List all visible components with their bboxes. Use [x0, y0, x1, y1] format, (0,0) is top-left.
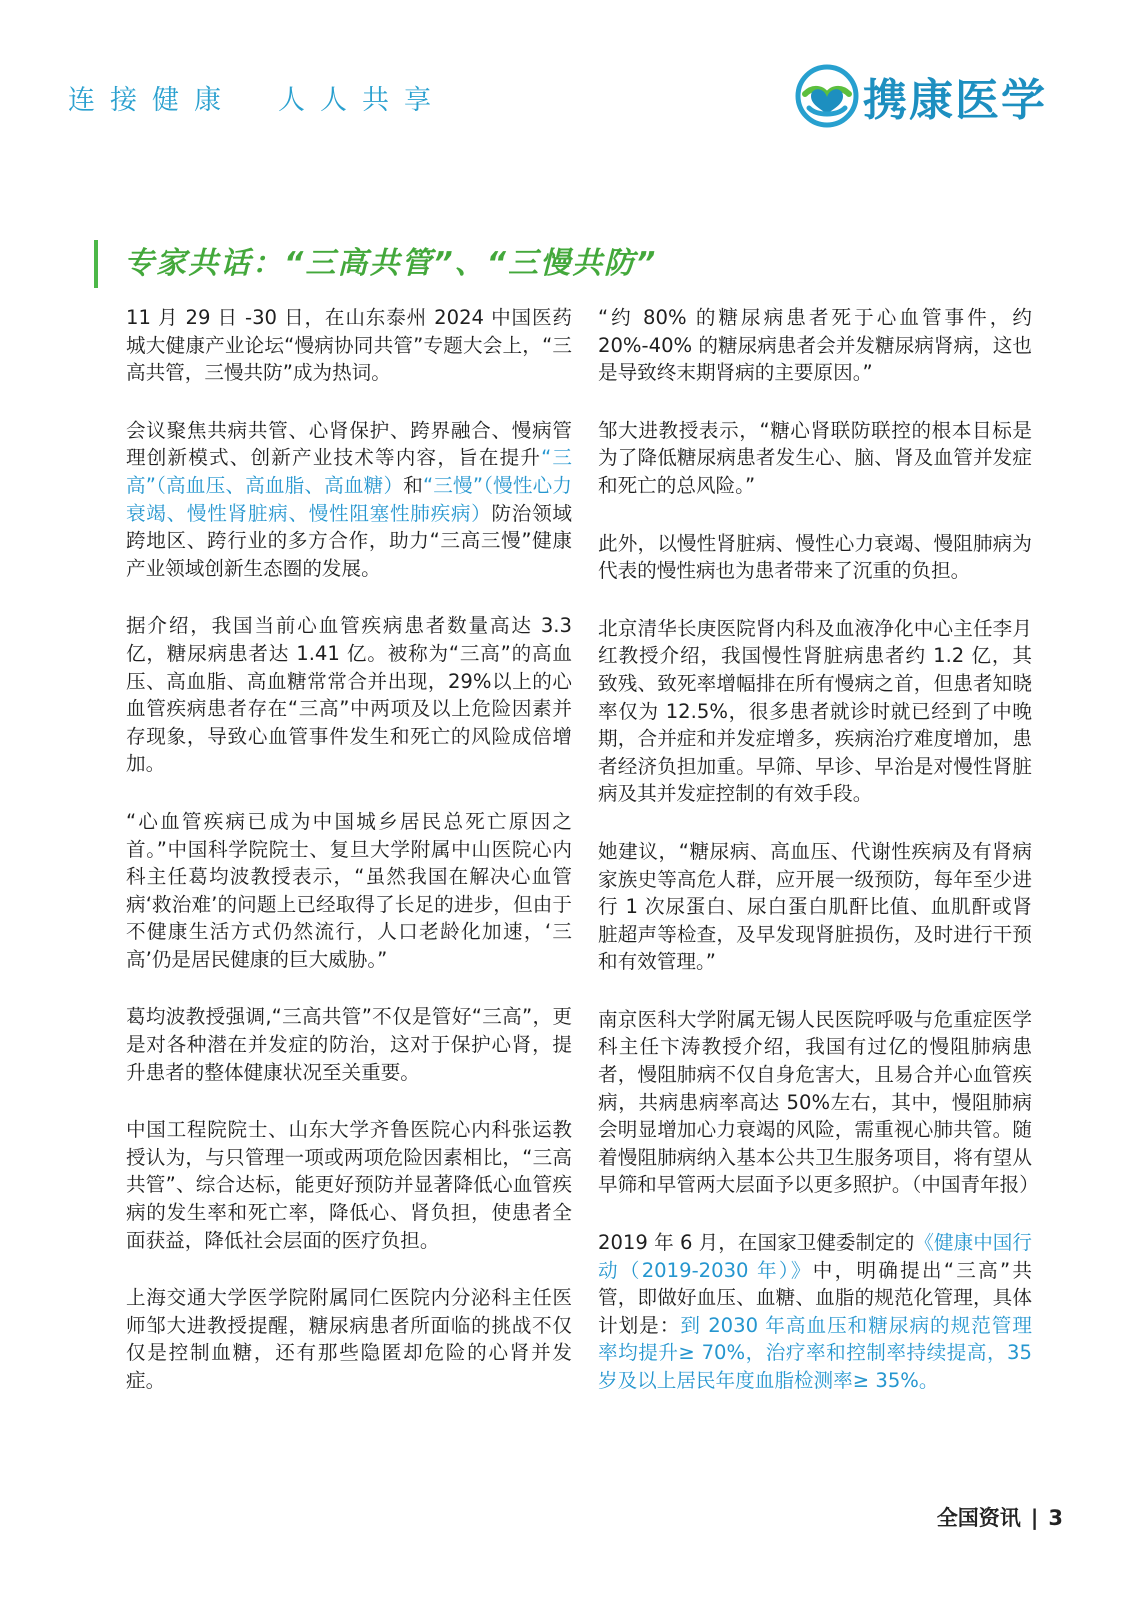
paragraph: 葛均波教授强调,“三高共管”不仅是管好“三高”，更是对各种潜在并发症的防治，这对于保护心肾，提升患者的整体健康状况至关重要。	[126, 1005, 572, 1084]
paragraph: “心血管疾病已成为中国城乡居民总死亡原因之首。”中国科学院院士、复旦大学附属中山医院心内科主任葛均波教授表示，“虽然我国在解决心血管病‘救治难’的问题上已经取得了长足的进步，但由于不健康生活方式仍然流行，人口老龄化加速，‘三高’仍是居民健康的巨大威胁。”	[126, 809, 572, 971]
paragraph: 她建议，“糖尿病、高血压、代谢性疾病及有肾病家族史等高危人群，应开展一级预防，每年至少进行 1 次尿蛋白、尿白蛋白肌酐比值、血肌酐或肾脏超声等检查，及早发现肾脏损伤，及时进行干预和有效管理。”	[598, 839, 1032, 974]
section-name: 全国资讯	[936, 1506, 1021, 1530]
right-column	[598, 304, 1039, 1425]
page-number: 3	[1048, 1506, 1063, 1530]
paragraph: 据介绍，我国当前心血管疾病患者数量高达 3.3 亿，糖尿病患者达 1.41 亿。被称为“三高”的高血压、高血脂、高血糖常常合并出现，29%以上的心血管疾病患者存在“三高”中两项及以上危险因素并存现象，导致心血管事件发生和死亡的风险成倍增加。	[126, 614, 572, 776]
highlight-healthy-china: 《健康中国行动（2019-2030 年）》	[598, 1231, 1033, 1282]
slogan-part-2: 人人共享	[278, 85, 446, 116]
footer-separator: |	[1030, 1506, 1039, 1530]
header-slogan	[68, 78, 446, 117]
paragraph: 南京医科大学附属无锡人民医院呼吸与危重症医学科主任卞涛教授介绍，我国有过亿的慢阻肺病患者，慢阻肺病不仅自身危害大，且易合并心血管疾病，共病患病率高达 50%左右，其中，慢阻肺病会明显增加心力衰竭的风险，需重视心肺共管。随着慢阻肺病纳入基本公共卫生服务项目，将有望从早筛和早管两大层面予以更多照护。（中国青年报）	[598, 1007, 1039, 1197]
paragraph: “约 80% 的糖尿病患者死于心血管事件，约 20%-40% 的糖尿病患者会并发糖尿病肾病，这也是导致终末期肾病的主要原因。”	[598, 306, 1032, 385]
hands-heart-icon	[795, 64, 859, 128]
paragraph: 中国工程院院士、山东大学齐鲁医院心内科张运教授认为，与只管理一项或两项危险因素相比，“三高共管”、综合达标，能更好预防并显著降低心血管疾病的发生率和死亡率，降低心、肾负担，使患者全面获益，降低社会层面的医疗负担。	[126, 1118, 572, 1252]
paragraph: 此外，以慢性肾脏病、慢性心力衰竭、慢阻肺病为代表的慢性病也为患者带来了沉重的负担。	[598, 531, 1032, 583]
page-footer	[937, 1502, 1063, 1532]
paragraph: 11 月 29 日 -30 日，在山东泰州 2024 中国医药城大健康产业论坛“慢病协同共管”专题大会上，“三高共管，三慢共防”成为热词。	[126, 306, 572, 385]
slogan-part-1: 连接健康	[68, 85, 236, 116]
highlight-three-highs: “三高”（高血压、高血脂、高血糖）	[126, 446, 572, 497]
paragraph: 2019 年 6 月，在国家卫健委制定的《健康中国行动（2019-2030 年）》中，明确提出“三高”共管，即做好血压、血糖、血脂的规范化管理，具体计划是：到 2030 年高血压和糖尿病的规范管理率均提升≥ 70%，治疗率和控制率持续提高，35 岁及以上居民年度血脂检测率≥ 35%。	[598, 1231, 1033, 1392]
paragraph: 邹大进教授表示，“糖心肾联防联控的根本目标是为了降低糖尿病患者发生心、脑、肾及血管并发症和死亡的总风险。”	[598, 418, 1032, 497]
paragraph: 上海交通大学医学院附属同仁医院内分泌科主任医师邹大进教授提醒，糖尿病患者所面临的挑战不仅仅是控制血糖，还有那些隐匿却危险的心肾并发症。	[126, 1286, 572, 1392]
paragraph: 会议聚焦共病共管、心肾保护、跨界融合、慢病管理创新模式、创新产业技术等内容，旨在提升“三高”（高血压、高血脂、高血糖）和“三慢”（慢性心力衰竭、慢性肾脏病、慢性阻塞性肺疾病）防治领域跨地区、跨行业的多方合作，助力“三高三慢”健康产业领域创新生态圈的发展。	[126, 418, 573, 580]
title-accent-bar	[94, 240, 98, 288]
highlight-2030-targets: 到 2030 年高血压和糖尿病的规范管理率均提升≥ 70%，治疗率和控制率持续提高，35 岁及以上居民年度血脂检测率≥ 35%。	[598, 1313, 1032, 1392]
brand-logo	[795, 64, 1047, 128]
article-title: 专家共话：“三高共管”、“三慢共防”	[124, 246, 658, 281]
left-column	[126, 304, 572, 1425]
highlight-three-chronic: “三慢”（慢性心力衰竭、慢性肾脏病、慢性阻塞性肺疾病）	[126, 473, 572, 525]
paragraph: 北京清华长庚医院肾内科及血液净化中心主任李月红教授介绍，我国慢性肾脏病患者约 1.2 亿，其致残、致死率增幅排在所有慢病之首，但患者知晓率仅为 12.5%，很多患者就诊时就已经到了中晚期，合并症和并发症增多，疾病治疗难度增加，患者经济负担加重。早筛、早诊、早治是对慢性肾脏病及其并发症控制的有效手段。	[598, 616, 1032, 806]
logo-text: 携康医学	[863, 75, 1047, 126]
